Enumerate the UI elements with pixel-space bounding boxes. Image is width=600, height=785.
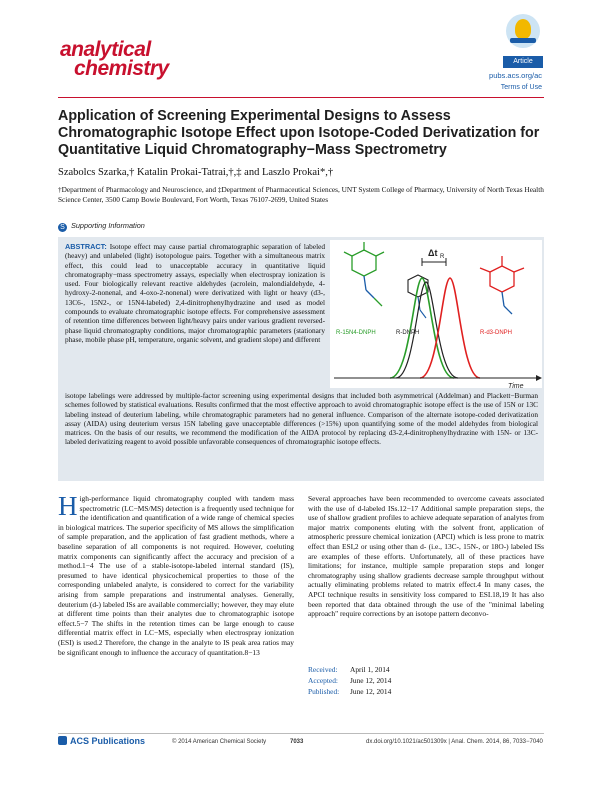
publication-history	[308, 664, 391, 697]
article-type-badge: Article	[503, 56, 543, 68]
drop-cap: H	[58, 491, 78, 521]
abstract-text-1: Isotope effect may cause partial chromatographic separation of labeled (heavy) and unlabeled (light) isotopologue pairs. Together with a simultaneous matrix effect, this could lead to unacceptable accuracy in quantitative liquid chromatography−mass spectrometry assays, especially when electrospray ionization is used. Four biologically relevant reactive aldehydes (acrolein, malondialdehyde, 4-hydroxy-2-nonenal, and 4-oxo-2-nonenal) were derivatized with light or heavy (d3-, 13C6-, 15N2-, or 15N4-labeled) 2,4-dinitrophenylhydrazine and used as model compounds to evaluate chromatographic isotope effects. For comprehensive assessment of retention time differences between light/heavy pairs under various gradient reversed-phase liquid chromatography conditions, major chromatographic parameters (stationary phase, mobile phase pH, temperature, organic solvent, and gradient slope) and different	[65, 242, 325, 344]
terms-of-use-link[interactable]: Terms of Use	[500, 84, 542, 91]
body-text-right: Several approaches have been recommended to overcome caveats associated with the use of d-labeled ISs.12−17 Additional sample preparation steps, the use of shallow gradient profiles to achieve adequate separation of analytes from major matrix components eluting with the solvent front, application of atmospheric pressure chemical ionization (APCI) which is less prone to matrix effect than ESI,2 or using other than d- (i.e., 13C-, 15N-, or 18O-) labeled ISs are examples of these efforts. Unfortunately, all of these practices have limitations; for instance, multiple sample preparation steps and longer chromatography using shallow gradients decrease sample throughput without actually eliminating problems related to matrix effect.4 In many cases, the APCI technique results in sensitivity loss compared to ESI.18,19 It has also been reported that data obtained through the use of the "minimal labeling approach" require corrections by an isotope pattern deconvo-	[308, 494, 544, 619]
author-list: Szabolcs Szarka,† Katalin Prokai-Tatrai,†,‡ and Laszlo Prokai*,†	[58, 167, 334, 178]
time-label: Time	[508, 383, 524, 388]
body-column-right	[308, 494, 544, 619]
journal-url-link[interactable]: pubs.acs.org/ac	[489, 71, 542, 80]
body-text-left: igh-performance liquid chromatography coupled with tandem mass spectrometric (LC−MS/MS) detection is a frequently used technique for the identification and quantification of a wide range of chemical species in biological matrices. The superior specificity of MS allows the simplification of sample preparation, and the application of fast gradient methods, where a baseline separation of all components is not required. However, coeluting matrix components can significantly affect the accuracy and precision of a method.1−4 The use of a stable-isotope-labeled internal standard (IS), presumed to have identical physicochemical properties to those of the corresponding unlabeled analyte, is considered to correct for the variability arising from sample preparations and instrumental analyses. Generally, deuterium (d-) labeled ISs are available commercially; however, they may elute at different time points than their analytes due to chromatographic isotope effect.5−7 The shifts in the retention times can be large enough to cause differential matrix effect in LC−MS, especially when electrospray ionization (ESI) is used.2 Therefore, the change in the analyte to IS peak area ratios may be significant enough to influence the accuracy of quantitation.8−13	[58, 494, 294, 657]
page-number: 7033	[290, 739, 304, 745]
supporting-information-link[interactable]	[58, 221, 145, 232]
abstract-part1	[65, 242, 325, 344]
toc-graphic	[330, 240, 542, 388]
label-d3-dnph: R-d3-DNPH	[480, 330, 513, 336]
body-column-left	[58, 491, 294, 657]
affiliation: †Department of Pharmacology and Neuroscience, and ‡Department of Pharmaceutical Sciences, UNT System College of Pharmacy, University of North Texas Health Science Center, 3500 Camp Bowie Boulevard, Fort Worth, Texas 76107-2699, United States	[58, 185, 544, 204]
journal-name-line2: chemistry	[74, 57, 169, 80]
acs-hexagon-icon	[58, 736, 67, 745]
published-date: June 12, 2014	[350, 687, 392, 696]
copyright: © 2014 American Chemical Society	[172, 739, 267, 745]
accepted-row	[308, 675, 391, 686]
footer-divider	[58, 733, 544, 734]
journal-name-line1: analytical	[60, 38, 151, 61]
label-dnph: R-DNPH	[396, 330, 420, 336]
journal-logo	[60, 40, 169, 78]
badge-band	[510, 38, 536, 43]
received-label: Received:	[308, 665, 338, 674]
acs-badge	[506, 14, 540, 48]
supporting-info-icon: S	[58, 223, 67, 232]
publisher-name: ACS Publications	[70, 736, 146, 746]
label-15n4-dnph: R-15N4-DNPH	[336, 330, 376, 336]
published-row	[308, 686, 391, 697]
supporting-info-label: Supporting Information	[71, 221, 145, 230]
citation-link[interactable]: dx.doi.org/10.1021/ac501309x | Anal. Chem. 2014, 86, 7033−7040	[366, 739, 543, 745]
delta-label: Δt	[428, 248, 438, 258]
header-divider	[58, 97, 544, 98]
abstract-part2: isotope labelings were addressed by multiple-factor screening using experimental designs that included both asymmetrical (Addelman) and Plackett−Burman schemes followed by statistical evaluations. Results confirmed that the most effective approach to avoid chromatographic isotope effect is the use of 15N or 13C labeling instead of deuterium labeling, while chromatographic parameters had no general influence. Comparison of the alternate isotope-coded derivatization assay (AIDA) using deuterium versus 15N labeling gave unacceptable differences (>15%) upon quantifying some of the model aldehydes from biological matrices. On the basis of our results, we recommend the modification of the AIDA protocol by replacing d3-2,4-dinitrophenylhydrazine with 15N- or 13C-labeled derivatizing reagent to avoid possible unfavorable consequences of chromatographic isotope effects.	[65, 391, 538, 447]
accepted-date: June 12, 2014	[350, 676, 392, 685]
delta-subscript: R	[440, 254, 445, 260]
received-row	[308, 664, 391, 675]
flame-icon	[515, 19, 531, 39]
received-date: April 1, 2014	[350, 665, 390, 674]
published-label: Published:	[308, 687, 340, 696]
acs-publications-logo[interactable]	[58, 736, 145, 746]
paper-title: Application of Screening Experimental Designs to Assess Chromatographic Isotope Effect upon Isotope-Coded Derivatization for Quantitative Liquid Chromatography−Mass Spectrometry	[58, 108, 540, 158]
abstract-label: ABSTRACT:	[65, 242, 107, 251]
accepted-label: Accepted:	[308, 676, 338, 685]
